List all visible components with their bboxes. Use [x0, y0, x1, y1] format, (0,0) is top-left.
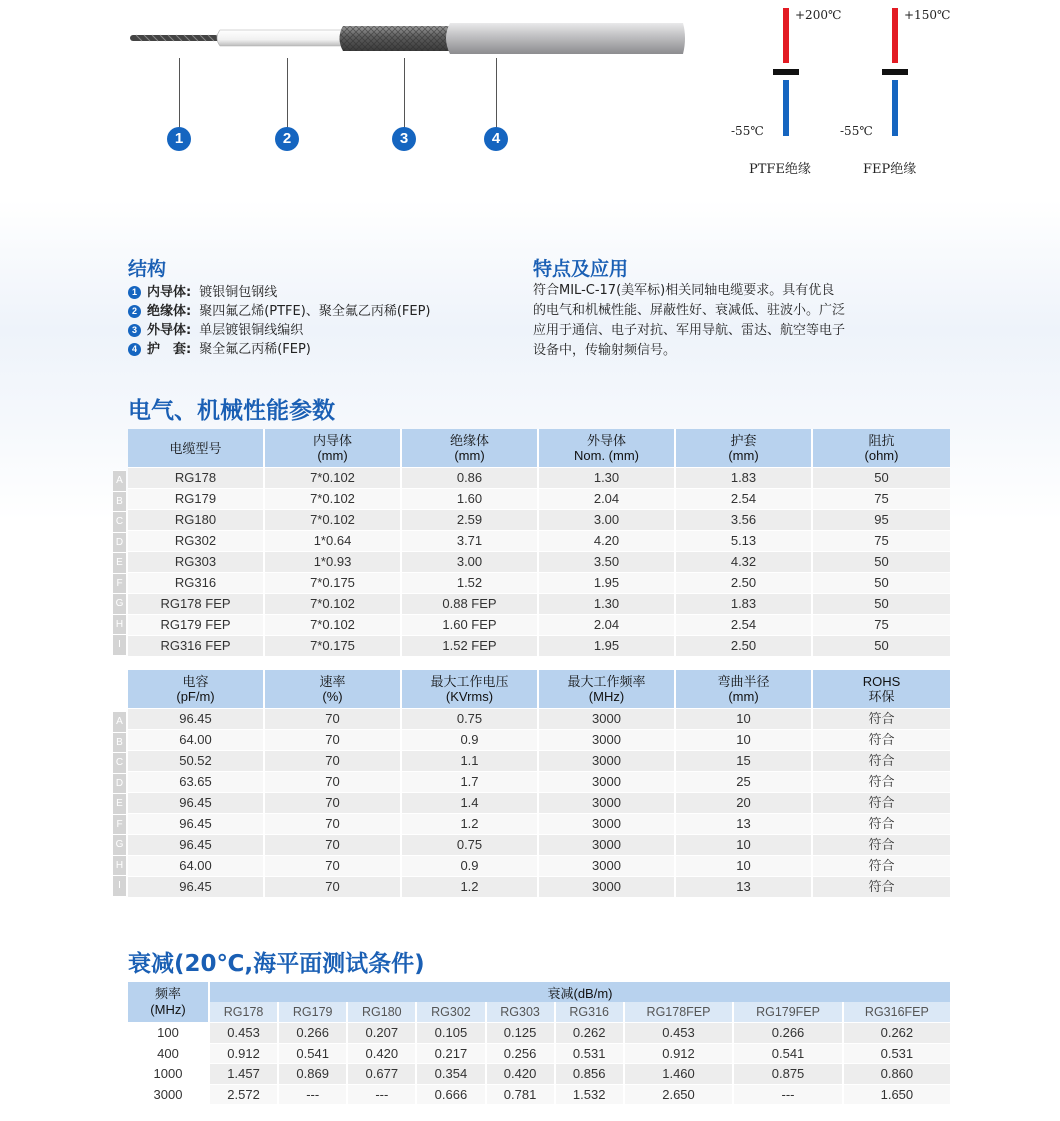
table-cell: 50 [813, 467, 950, 488]
attenuation-value: 0.912 [625, 1043, 735, 1064]
header-cell: 外导体 Nom. (mm) [539, 429, 676, 467]
frequency-cell: 100 [128, 1022, 210, 1043]
header-cell: 最大工作电压 (KVrms) [402, 670, 539, 708]
table-cell: 70 [265, 771, 402, 792]
table-cell: 7*0.102 [265, 593, 402, 614]
low-temp-label: -55℃ [731, 124, 764, 138]
model-header: RG178FEP [625, 1002, 735, 1022]
low-temp-bar [783, 80, 789, 136]
model-header: RG179 [279, 1002, 348, 1022]
table-row [128, 1063, 950, 1084]
row-letter-column [113, 711, 126, 896]
table-cell: 3000 [539, 708, 676, 729]
table-cell: 10 [676, 729, 813, 750]
table-cell: RG302 [128, 530, 265, 551]
item-value: 聚全氟乙丙稀(FEP) [199, 342, 311, 357]
row-letter: A [113, 470, 126, 491]
frequency-header: 频率 (MHz) [128, 982, 210, 1022]
attenuation-group-header: 衰减(dB/m) [210, 982, 950, 1002]
table-cell: 符合 [813, 855, 950, 876]
table-cell: 70 [265, 729, 402, 750]
attenuation-value: 0.860 [844, 1063, 950, 1084]
table-row [128, 813, 950, 834]
model-header: RG302 [417, 1002, 486, 1022]
table-cell: 2.54 [676, 614, 813, 635]
item-key: 外导体: [147, 323, 192, 338]
table-row [128, 635, 950, 656]
table-cell: 1.60 FEP [402, 614, 539, 635]
item-number-badge: 3 [128, 324, 141, 337]
insulation-name: PTFE绝缘 [749, 162, 811, 177]
table-cell: 2.50 [676, 572, 813, 593]
table-cell: 符合 [813, 708, 950, 729]
row-letter: A [113, 711, 126, 732]
table-cell: 1*0.64 [265, 530, 402, 551]
table-cell: 70 [265, 708, 402, 729]
row-letter: C [113, 752, 126, 773]
high-temp-bar [892, 8, 898, 63]
table-cell: 10 [676, 855, 813, 876]
params-title: 电气、机械性能参数 [128, 398, 335, 424]
row-letter: E [113, 793, 126, 814]
table-cell: 2.04 [539, 488, 676, 509]
table-row [128, 530, 950, 551]
table-cell: 3.50 [539, 551, 676, 572]
table-cell: 3000 [539, 792, 676, 813]
table-cell: 0.88 FEP [402, 593, 539, 614]
table-cell: 符合 [813, 792, 950, 813]
table-cell: 75 [813, 488, 950, 509]
table-cell: 70 [265, 813, 402, 834]
header-cell: 护套 (mm) [676, 429, 813, 467]
high-temp-bar [783, 8, 789, 63]
table-cell: 3000 [539, 729, 676, 750]
table-row [128, 551, 950, 572]
row-letter: H [113, 614, 126, 635]
table-cell: 20 [676, 792, 813, 813]
table-cell: 3.71 [402, 530, 539, 551]
table-cell: 7*0.175 [265, 572, 402, 593]
table-cell: 3000 [539, 876, 676, 897]
attenuation-value: 1.460 [625, 1063, 735, 1084]
table-cell: 96.45 [128, 813, 265, 834]
attenuation-value: 0.262 [844, 1022, 950, 1043]
table-cell: 1*0.93 [265, 551, 402, 572]
fep-temperature-range [840, 8, 980, 178]
table-cell: 3.56 [676, 509, 813, 530]
features-line: 符合MIL-C-17(美军标)相关同轴电缆要求。具有优良 [533, 283, 835, 298]
table-row [128, 792, 950, 813]
item-value: 镀银铜包钢线 [199, 285, 278, 300]
dimensions-table [128, 429, 950, 656]
model-header: RG179FEP [734, 1002, 844, 1022]
table-cell: 3.00 [539, 509, 676, 530]
table-cell: 25 [676, 771, 813, 792]
table-cell: RG303 [128, 551, 265, 572]
table-row [128, 708, 950, 729]
callout-line-4 [496, 58, 497, 128]
row-letter: G [113, 593, 126, 614]
table-row [128, 572, 950, 593]
table-row [128, 1043, 950, 1064]
table-cell: 96.45 [128, 792, 265, 813]
callout-number-4: 4 [484, 127, 508, 151]
attenuation-value: 0.453 [625, 1022, 735, 1043]
table-cell: RG316 FEP [128, 635, 265, 656]
attenuation-value: 0.266 [734, 1022, 844, 1043]
row-letter: G [113, 834, 126, 855]
table-row [128, 467, 950, 488]
item-value: 聚四氟乙烯(PTFE)、聚全氟乙丙稀(FEP) [199, 304, 431, 319]
structure-item [128, 302, 431, 321]
table-row [128, 1084, 950, 1105]
table-cell: 2.50 [676, 635, 813, 656]
features-title: 特点及应用 [533, 258, 629, 280]
table-cell: 1.95 [539, 635, 676, 656]
jacket-layer [446, 23, 685, 54]
attenuation-value: 0.781 [487, 1084, 556, 1105]
attenuation-value: 0.541 [734, 1043, 844, 1064]
table-cell: 3000 [539, 834, 676, 855]
table-cell: 5.13 [676, 530, 813, 551]
frequency-cell: 3000 [128, 1084, 210, 1105]
table-cell: 0.9 [402, 729, 539, 750]
callout-line-2 [287, 58, 288, 128]
table-cell: 1.1 [402, 750, 539, 771]
low-temp-label: -55℃ [840, 124, 873, 138]
table-cell: 7*0.102 [265, 488, 402, 509]
table-cell: 符合 [813, 834, 950, 855]
table-cell: 符合 [813, 876, 950, 897]
attenuation-value: 0.912 [210, 1043, 279, 1064]
high-temp-label: +150℃ [904, 8, 951, 22]
table-row [128, 876, 950, 897]
range-divider [882, 69, 908, 75]
table-cell: 1.83 [676, 593, 813, 614]
table-cell: 1.30 [539, 593, 676, 614]
attenuation-value: 0.354 [417, 1063, 486, 1084]
frequency-cell: 400 [128, 1043, 210, 1064]
table-cell: 10 [676, 708, 813, 729]
insulation-name: FEP绝缘 [863, 162, 917, 177]
row-letter: I [113, 875, 126, 896]
table-cell: 0.75 [402, 834, 539, 855]
table-cell: 7*0.102 [265, 467, 402, 488]
attenuation-value: --- [279, 1084, 348, 1105]
attenuation-value: 1.457 [210, 1063, 279, 1084]
header-cell: ROHS 环保 [813, 670, 950, 708]
attenuation-value: 0.531 [556, 1043, 625, 1064]
table-cell: 符合 [813, 750, 950, 771]
table-cell: 50.52 [128, 750, 265, 771]
table-cell: RG179 [128, 488, 265, 509]
attenuation-value: 0.531 [844, 1043, 950, 1064]
header-cell: 最大工作频率 (MHz) [539, 670, 676, 708]
table-cell: RG178 [128, 467, 265, 488]
table-row [128, 488, 950, 509]
structure-item [128, 283, 431, 302]
table-cell: 15 [676, 750, 813, 771]
table-cell: 3000 [539, 771, 676, 792]
low-temp-bar [892, 80, 898, 136]
attenuation-value: 0.875 [734, 1063, 844, 1084]
structure-item [128, 340, 431, 359]
header-cell: 电缆型号 [128, 429, 265, 467]
callout-number-1: 1 [167, 127, 191, 151]
features-line: 应用于通信、电子对抗、军用导航、雷达、航空等电子 [533, 323, 846, 338]
row-letter: F [113, 814, 126, 835]
cable-illustration [128, 20, 688, 60]
row-letter: F [113, 573, 126, 594]
table-cell: 75 [813, 614, 950, 635]
high-temp-label: +200℃ [795, 8, 842, 22]
attenuation-value: --- [348, 1084, 417, 1105]
table-cell: 3000 [539, 813, 676, 834]
attenuation-value: 0.207 [348, 1022, 417, 1043]
table-cell: 0.9 [402, 855, 539, 876]
model-header: RG316 [556, 1002, 625, 1022]
attenuation-value: 0.266 [279, 1022, 348, 1043]
table-cell: 96.45 [128, 876, 265, 897]
table-cell: RG316 [128, 572, 265, 593]
attenuation-value: 1.532 [556, 1084, 625, 1105]
table-cell: 63.65 [128, 771, 265, 792]
table-cell: 13 [676, 876, 813, 897]
attenuation-value: 0.541 [279, 1043, 348, 1064]
attenuation-value: 1.650 [844, 1084, 950, 1105]
table-cell: 4.32 [676, 551, 813, 572]
table-cell: 0.75 [402, 708, 539, 729]
table-header-row [128, 670, 950, 708]
table-header-row [128, 429, 950, 467]
callout-number-2: 2 [275, 127, 299, 151]
table-cell: RG178 FEP [128, 593, 265, 614]
model-header: RG178 [210, 1002, 279, 1022]
model-header-row [128, 1002, 950, 1022]
callout-number-3: 3 [392, 127, 416, 151]
item-number-badge: 1 [128, 286, 141, 299]
header-cell: 速率 (%) [265, 670, 402, 708]
item-value: 单层镀银铜线编织 [199, 323, 304, 338]
attenuation-table [128, 982, 950, 1104]
table-cell: 1.52 FEP [402, 635, 539, 656]
table-cell: 64.00 [128, 729, 265, 750]
attenuation-value: 0.666 [417, 1084, 486, 1105]
insulation-layer [217, 30, 353, 46]
row-letter: D [113, 532, 126, 553]
attenuation-value: --- [734, 1084, 844, 1105]
structure-title: 结构 [128, 258, 167, 280]
table-cell: 75 [813, 530, 950, 551]
row-letter: B [113, 732, 126, 753]
row-letter: H [113, 855, 126, 876]
features-line: 的电气和机械性能、屏蔽性好、衰减低、驻波小。广泛 [533, 303, 846, 318]
table-row [128, 614, 950, 635]
table-cell: 96.45 [128, 708, 265, 729]
electrical-table [128, 670, 950, 897]
header-cell: 电容 (pF/m) [128, 670, 265, 708]
header-cell: 绝缘体 (mm) [402, 429, 539, 467]
table-cell: 7*0.102 [265, 509, 402, 530]
item-key: 内导体: [147, 285, 192, 300]
row-letter-column [113, 470, 126, 655]
table-header-row [128, 982, 950, 1002]
table-row [128, 834, 950, 855]
table-cell: 1.60 [402, 488, 539, 509]
model-header: RG303 [487, 1002, 556, 1022]
model-header: RG316FEP [844, 1002, 950, 1022]
table-cell: 4.20 [539, 530, 676, 551]
row-letter: B [113, 491, 126, 512]
table-cell: 70 [265, 834, 402, 855]
table-cell: 1.4 [402, 792, 539, 813]
item-number-badge: 4 [128, 343, 141, 356]
attenuation-value: 0.453 [210, 1022, 279, 1043]
item-key: 护 套: [147, 342, 192, 357]
table-cell: 2.04 [539, 614, 676, 635]
table-cell: 1.7 [402, 771, 539, 792]
table-cell: 50 [813, 635, 950, 656]
header-cell: 弯曲半径 (mm) [676, 670, 813, 708]
table-row [128, 750, 950, 771]
table-cell: 70 [265, 876, 402, 897]
table-row [128, 771, 950, 792]
table-cell: 50 [813, 572, 950, 593]
table-cell: 3.00 [402, 551, 539, 572]
table-cell: 3000 [539, 750, 676, 771]
table-cell: 2.59 [402, 509, 539, 530]
table-cell: 7*0.102 [265, 614, 402, 635]
table-cell: 0.86 [402, 467, 539, 488]
attenuation-value: 0.256 [487, 1043, 556, 1064]
table-cell: 13 [676, 813, 813, 834]
features-line: 设备中，传输射频信号。 [533, 343, 677, 358]
table-cell: 1.2 [402, 876, 539, 897]
attenuation-title: 衰减(20℃,海平面测试条件) [128, 951, 425, 977]
row-letter: E [113, 552, 126, 573]
frequency-cell: 1000 [128, 1063, 210, 1084]
attenuation-value: 0.869 [279, 1063, 348, 1084]
header-cell: 阻抗 (ohm) [813, 429, 950, 467]
table-cell: 3000 [539, 855, 676, 876]
row-letter: D [113, 773, 126, 794]
range-divider [773, 69, 799, 75]
table-row [128, 509, 950, 530]
table-cell: 64.00 [128, 855, 265, 876]
attenuation-value: 0.125 [487, 1022, 556, 1043]
table-cell: 70 [265, 792, 402, 813]
table-cell: 2.54 [676, 488, 813, 509]
attenuation-value: 2.572 [210, 1084, 279, 1105]
table-row [128, 1022, 950, 1043]
table-cell: 1.95 [539, 572, 676, 593]
callout-line-1 [179, 58, 180, 128]
attenuation-value: 2.650 [625, 1084, 735, 1105]
table-cell: 符合 [813, 813, 950, 834]
attenuation-value: 0.217 [417, 1043, 486, 1064]
callout-line-3 [404, 58, 405, 128]
table-cell: 符合 [813, 729, 950, 750]
table-cell: RG180 [128, 509, 265, 530]
header-cell: 内导体 (mm) [265, 429, 402, 467]
structure-item [128, 321, 431, 340]
table-cell: 50 [813, 593, 950, 614]
table-cell: 70 [265, 855, 402, 876]
table-cell: 1.52 [402, 572, 539, 593]
attenuation-value: 0.420 [348, 1043, 417, 1064]
table-cell: 1.30 [539, 467, 676, 488]
row-letter: I [113, 634, 126, 655]
attenuation-value: 0.677 [348, 1063, 417, 1084]
table-cell: 1.2 [402, 813, 539, 834]
table-cell: 1.83 [676, 467, 813, 488]
attenuation-value: 0.105 [417, 1022, 486, 1043]
structure-list [128, 283, 431, 359]
table-cell: 96.45 [128, 834, 265, 855]
row-letter: C [113, 511, 126, 532]
table-cell: 70 [265, 750, 402, 771]
table-cell: 10 [676, 834, 813, 855]
item-key: 绝缘体: [147, 304, 192, 319]
table-cell: 95 [813, 509, 950, 530]
attenuation-value: 0.262 [556, 1022, 625, 1043]
item-number-badge: 2 [128, 305, 141, 318]
table-cell: 符合 [813, 771, 950, 792]
features-text [533, 281, 913, 361]
table-row [128, 593, 950, 614]
table-cell: 50 [813, 551, 950, 572]
table-row [128, 729, 950, 750]
attenuation-value: 0.420 [487, 1063, 556, 1084]
attenuation-value: 0.856 [556, 1063, 625, 1084]
model-header: RG180 [348, 1002, 417, 1022]
table-cell: 7*0.175 [265, 635, 402, 656]
table-cell: RG179 FEP [128, 614, 265, 635]
table-row [128, 855, 950, 876]
